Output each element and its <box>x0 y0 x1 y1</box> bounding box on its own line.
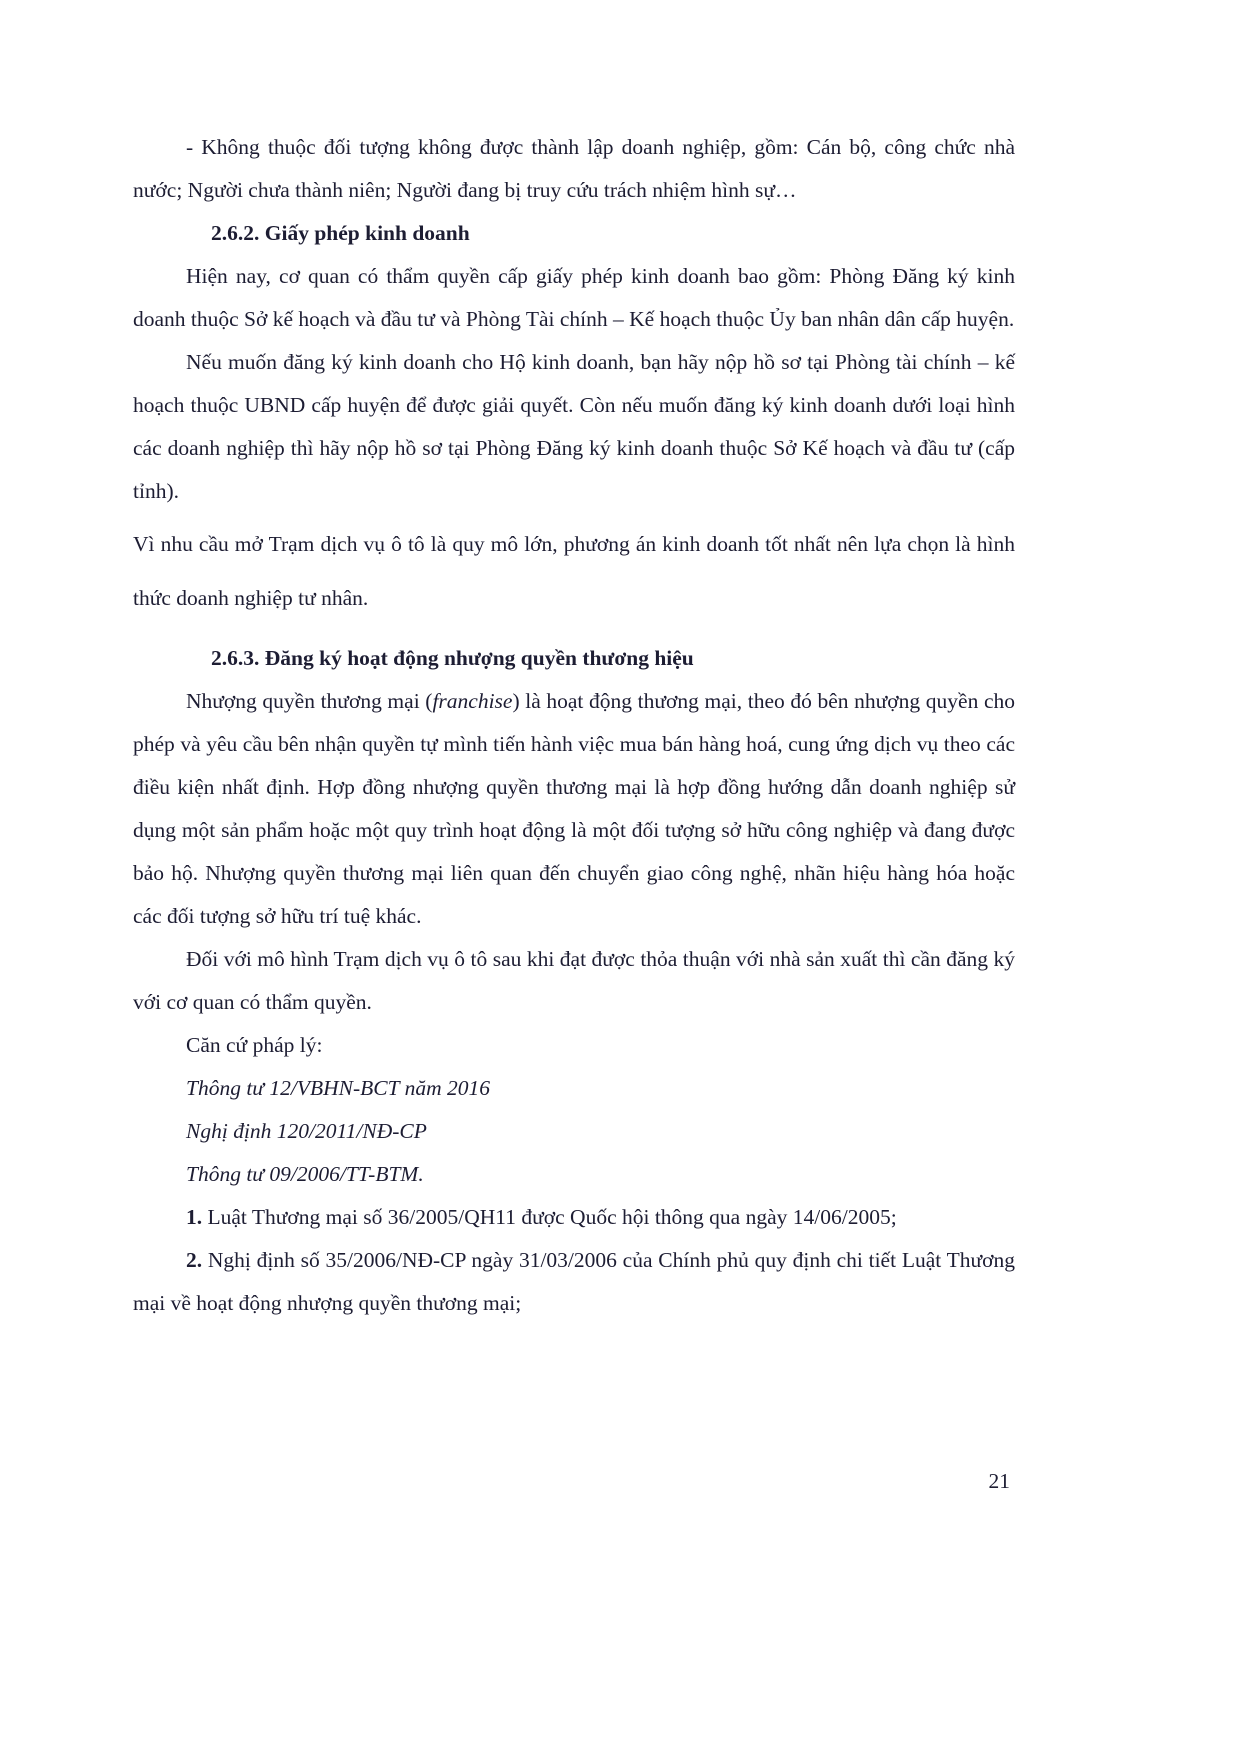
franchise-text-pre: Nhượng quyền thương mại ( <box>186 689 433 713</box>
page-content <box>133 126 1015 1325</box>
paragraph-station-registration: Đối với mô hình Trạm dịch vụ ô tô sau khi đạt được thỏa thuận với nhà sản xuất thì cần đăng ký với cơ quan có thẩm quyền. <box>133 947 1015 1014</box>
page-number: 21 <box>988 1469 1010 1493</box>
legal-citation-circular-12: Thông tư 12/VBHN-BCT năm 2016 <box>186 1076 490 1100</box>
paragraph-franchise-definition <box>133 680 1015 938</box>
heading-2-6-3: 2.6.3. Đăng ký hoạt động nhượng quyền thương hiệu <box>211 646 694 670</box>
legal-citation-decree-120: Nghị định 120/2011/NĐ-CP <box>186 1119 427 1143</box>
item-1-marker: 1. <box>186 1205 203 1229</box>
paragraph-business-form-choice: Vì nhu cầu mở Trạm dịch vụ ô tô là quy mô lớn, phương án kinh doanh tốt nhất nên lựa chọn là hình thức doanh nghiệp tư nhân. <box>133 532 1015 610</box>
franchise-text-post: ) là hoạt động thương mại, theo đó bên nhượng quyền cho phép và yêu cầu bên nhận quyền tự mình tiến hành việc mua bán hàng hoá, cung ứng dịch vụ theo các điều kiện nhất định. Hợp đồng nhượng quyền thương mại là hợp đồng hướng dẫn doanh nghiệp sử dụng một sản phẩm hoặc một quy trình hoạt động là một đối tượng sở hữu công nghiệp và đang được bảo hộ. Nhượng quyền thương mại liên quan đến chuyển giao công nghệ, nhãn hiệu hàng hóa hoặc các đối tượng sở hữu trí tuệ khác. <box>133 689 1015 928</box>
paragraph-registration-procedure: Nếu muốn đăng ký kinh doanh cho Hộ kinh doanh, bạn hãy nộp hồ sơ tại Phòng tài chính – kế hoạch thuộc UBND cấp huyện để được giải quyết. Còn nếu muốn đăng ký kinh doanh dưới loại hình các doanh nghiệp thì hãy nộp hồ sơ tại Phòng Đăng ký kinh doanh thuộc Sở Kế hoạch và đầu tư (cấp tỉnh). <box>133 350 1015 503</box>
franchise-term-italic: franchise <box>432 689 513 713</box>
heading-2-6-2: 2.6.2. Giấy phép kinh doanh <box>211 221 470 245</box>
paragraph-exclusion: - Không thuộc đối tượng không được thành lập doanh nghiệp, gồm: Cán bộ, công chức nhà nước; Người chưa thành niên; Người đang bị truy cứu trách nhiệm hình sự… <box>133 135 1015 202</box>
item-2-text: Nghị định số 35/2006/NĐ-CP ngày 31/03/2006 của Chính phủ quy định chi tiết Luật Thương mại về hoạt động nhượng quyền thương mại; <box>133 1248 1015 1315</box>
paragraph-licensing-authorities: Hiện nay, cơ quan có thẩm quyền cấp giấy phép kinh doanh bao gồm: Phòng Đăng ký kinh doanh thuộc Sở kế hoạch và đầu tư và Phòng Tài chính – Kế hoạch thuộc Ủy ban nhân dân cấp huyện. <box>133 264 1015 331</box>
numbered-item-1 <box>133 1196 1015 1239</box>
legal-citation-circular-09: Thông tư 09/2006/TT-BTM. <box>186 1162 424 1186</box>
numbered-item-2 <box>133 1239 1015 1325</box>
item-1-text: Luật Thương mại số 36/2005/QH11 được Quốc hội thông qua ngày 14/06/2005; <box>202 1205 897 1229</box>
paragraph-legal-basis-label: Căn cứ pháp lý: <box>186 1033 323 1057</box>
item-2-marker: 2. <box>186 1248 203 1272</box>
